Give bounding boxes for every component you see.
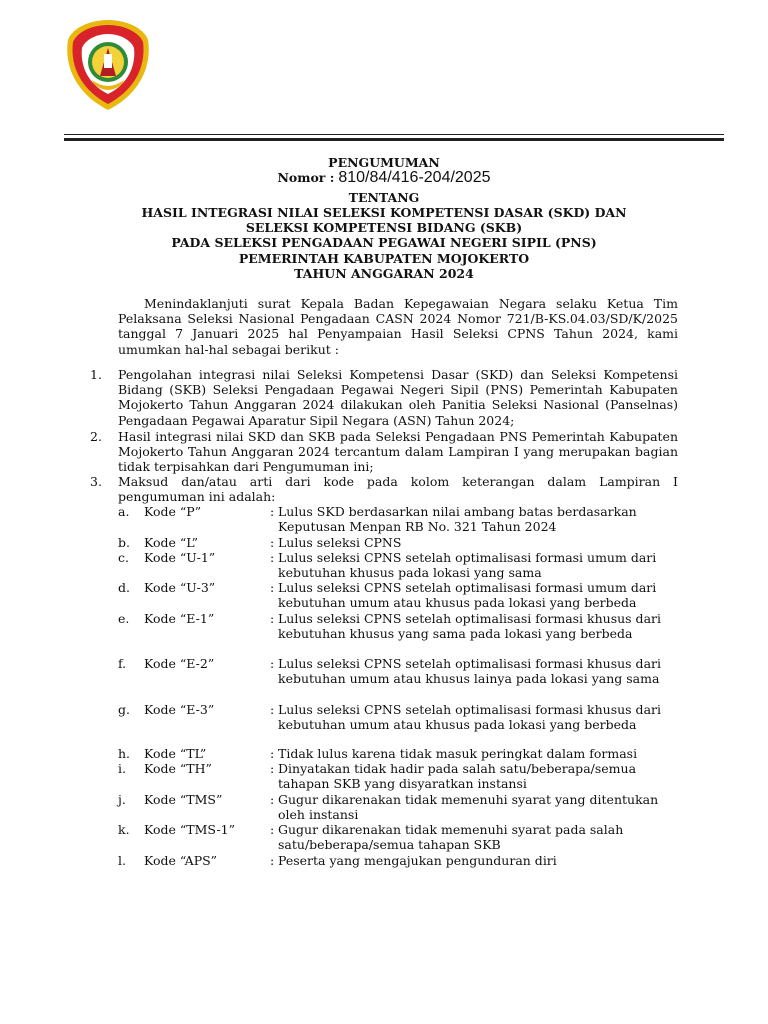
item-number: 2. <box>90 429 102 444</box>
code-label: Kode “E-3” <box>144 702 215 717</box>
code-colon: : <box>270 504 275 519</box>
subject-line: PEMERINTAH KABUPATEN MOJOKERTO <box>238 250 530 266</box>
code-letter: f. <box>118 656 127 671</box>
code-label: Kode “E-1” <box>144 611 215 626</box>
code-colon: : <box>270 535 275 550</box>
intro-paragraph <box>118 296 678 357</box>
code-letter: e. <box>118 611 130 626</box>
code-colon: : <box>270 702 275 717</box>
header-rule-thin <box>64 134 724 135</box>
code-colon: : <box>270 792 275 807</box>
header-rule-thick <box>64 138 724 141</box>
item-text: Pengolahan integrasi nilai Seleksi Kompetensi Dasar (SKD) dan Seleksi Kompetensi Bidang (SKB) Seleksi Pengadaan Pegawai Negeri Sipil (PNS) Pemerintah Kabupaten Mojokerto Tahun Anggaran 2024 dilakukan oleh Panitia Seleksi Nasional (Panselnas) Pengadaan Pegawai Aparatur Sipil Negara (ASN) Tahun 2024; <box>118 367 678 428</box>
code-description: Lulus SKD berdasarkan nilai ambang batas berdasarkan Keputusan Menpan RB No. 321 Tahun 2024 <box>278 504 637 535</box>
code-description: Gugur dikarenakan tidak memenuhi syarat yang ditentukan oleh instansi <box>278 792 659 823</box>
code-letter: g. <box>118 702 130 717</box>
code-colon: : <box>270 761 275 776</box>
code-label: Kode “APS” <box>144 853 218 868</box>
code-letter: c. <box>118 550 129 565</box>
code-letter: l. <box>118 853 126 868</box>
code-description: Tidak lulus karena tidak masuk peringkat dalam formasi <box>278 746 638 761</box>
subject-line: PADA SELEKSI PENGADAAN PEGAWAI NEGERI SIPIL (PNS) <box>171 235 597 251</box>
doc-number-label: Nomor : <box>277 170 335 185</box>
code-label: Kode “L” <box>144 535 198 550</box>
subject-line: TAHUN ANGGARAN 2024 <box>294 265 474 281</box>
code-description: Dinyatakan tidak hadir pada salah satu/beberapa/semua tahapan SKB yang disyaratkan instansi <box>278 761 637 792</box>
code-description: Gugur dikarenakan tidak memenuhi syarat pada salah satu/beberapa/semua tahapan SKB <box>278 822 624 853</box>
code-letter: a. <box>118 504 130 519</box>
code-colon: : <box>270 853 275 868</box>
subject-line: HASIL INTEGRASI NILAI SELEKSI KOMPETENSI DASAR (SKD) DAN <box>141 205 627 220</box>
code-letter: b. <box>118 535 130 550</box>
code-colon: : <box>270 611 275 626</box>
code-label: Kode “U-3” <box>144 580 216 595</box>
code-description: Lulus seleksi CPNS setelah optimalisasi formasi khusus dari kebutuhan khusus yang sama pada lokasi yang berbeda <box>278 611 661 642</box>
code-description: Lulus seleksi CPNS setelah optimalisasi formasi khusus dari kebutuhan umum atau khusus lainya pada lokasi yang sama <box>278 656 661 687</box>
code-letter: k. <box>118 822 130 837</box>
code-colon: : <box>270 580 275 595</box>
item-text: Hasil integrasi nilai SKD dan SKB pada Seleksi Pengadaan PNS Pemerintah Kabupaten Mojokerto Tahun Anggaran 2024 tercantum dalam Lampiran I yang merupakan bagian tidak terpisahkan dari Pengumuman ini; <box>118 429 678 475</box>
intro-text: Menindaklanjuti surat Kepala Badan Kepegawaian Negara selaku Ketua Tim Pelaksana Seleksi Nasional Pengadaan CASN 2024 Nomor 721/B-KS.04.03/SD/K/2025 tanggal 7 Januari 2025 hal Penyampaian Hasil Seleksi CPNS Tahun 2024, kami umumkan hal-hal sebagai berikut : <box>118 296 678 357</box>
doc-subject <box>0 205 768 281</box>
code-colon: : <box>270 746 275 761</box>
code-label: Kode “TH” <box>144 761 212 776</box>
code-description: Peserta yang mengajukan pengunduran diri <box>278 853 557 868</box>
mojokerto-crest-icon <box>64 18 152 112</box>
code-label: Kode “TMS-1” <box>144 822 236 837</box>
code-label: Kode “P” <box>144 504 202 519</box>
code-colon: : <box>270 550 275 565</box>
code-colon: : <box>270 822 275 837</box>
doc-tentang: TENTANG <box>348 190 420 205</box>
code-label: Kode “U-1” <box>144 550 216 565</box>
item-number: 1. <box>90 367 102 382</box>
item-text: Maksud dan/atau arti dari kode pada kolom keterangan dalam Lampiran I pengumuman ini adalah: <box>118 474 678 505</box>
code-description: Lulus seleksi CPNS setelah optimalisasi formasi umum dari kebutuhan khusus pada lokasi yang sama <box>278 550 657 581</box>
doc-number-value: 810/84/416-204/2025 <box>338 169 491 186</box>
code-description: Lulus seleksi CPNS <box>278 535 402 550</box>
code-label: Kode “TMS” <box>144 792 223 807</box>
doc-number <box>0 170 768 185</box>
code-colon: : <box>270 656 275 671</box>
subject-line: SELEKSI KOMPETENSI BIDANG (SKB) <box>245 220 523 236</box>
code-label: Kode “TL” <box>144 746 207 761</box>
doc-title: PENGUMUMAN <box>328 155 440 170</box>
item-number: 3. <box>90 474 102 489</box>
code-description: Lulus seleksi CPNS setelah optimalisasi formasi umum dari kebutuhan umum atau khusus pada lokasi yang berbeda <box>278 580 657 611</box>
code-description: Lulus seleksi CPNS setelah optimalisasi formasi khusus dari kebutuhan umum atau khusus pada lokasi yang berbeda <box>278 702 661 733</box>
code-label: Kode “E-2” <box>144 656 215 671</box>
code-letter: h. <box>118 746 131 761</box>
code-letter: j. <box>118 792 126 807</box>
code-letter: i. <box>118 761 126 776</box>
code-letter: d. <box>118 580 130 595</box>
